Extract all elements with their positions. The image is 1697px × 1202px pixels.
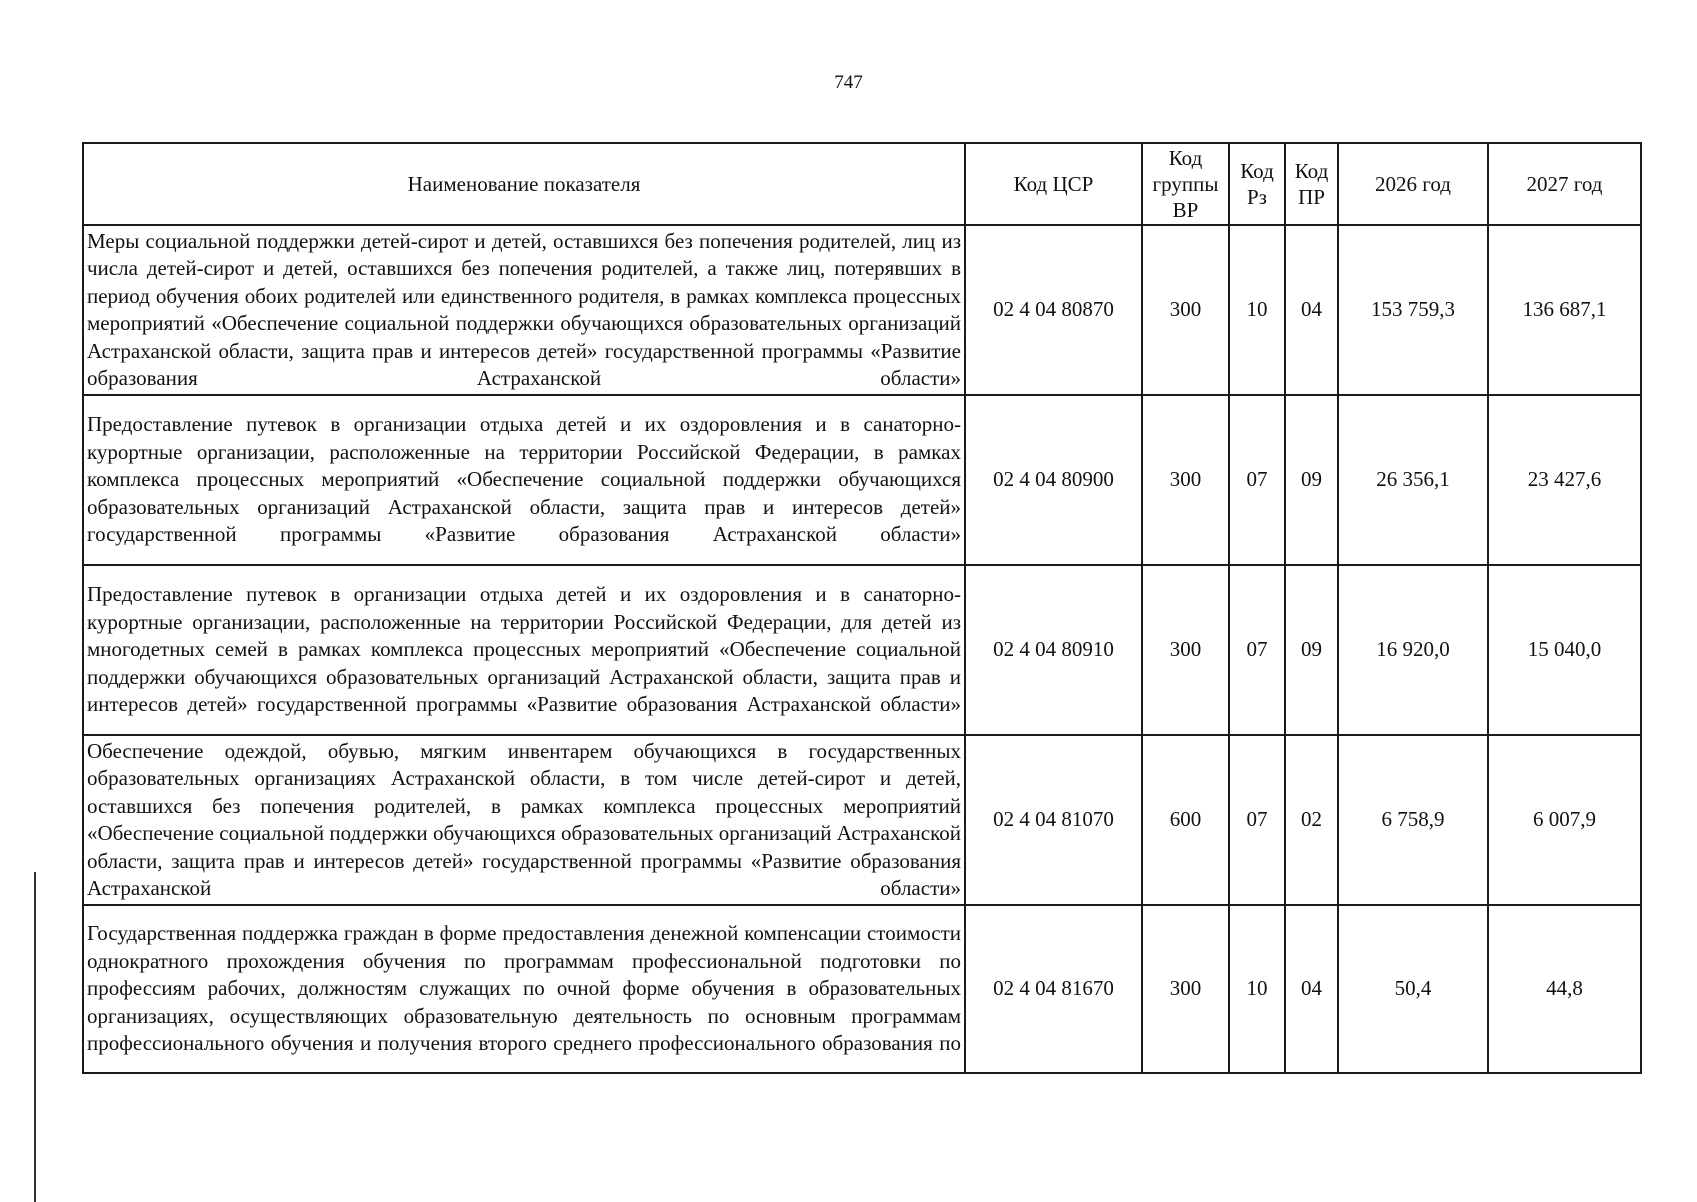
row-name: Предоставление путевок в организации отдыха детей и их оздоровления и в санаторно-курортные организации, расположенные на территории Российской Федерации, в рамках комплекса процессных мероприятий «Обеспечение социальной поддержки обучающихся образовательных организаций Астраханской области, защита прав и интересов детей» государственной программы «Развитие образования Астраханской области» <box>83 395 965 565</box>
header-rz <box>1229 143 1285 225</box>
row-2026: 16 920,0 <box>1338 565 1488 735</box>
row-2027: 23 427,6 <box>1488 395 1641 565</box>
header-pr-line2: ПР <box>1298 185 1325 209</box>
row-csr: 02 4 04 80870 <box>965 225 1142 395</box>
header-pr <box>1285 143 1338 225</box>
row-2027: 44,8 <box>1488 905 1641 1073</box>
row-2027: 6 007,9 <box>1488 735 1641 905</box>
header-rz-line1: Код <box>1240 159 1274 183</box>
row-vr: 300 <box>1142 225 1229 395</box>
header-pr-line1: Код <box>1294 159 1329 183</box>
row-pr: 04 <box>1285 905 1338 1073</box>
row-pr: 09 <box>1285 395 1338 565</box>
header-2027: 2027 год <box>1488 143 1641 225</box>
row-pr: 09 <box>1285 565 1338 735</box>
header-rz-line2: Рз <box>1247 185 1267 209</box>
header-vr-line2: группы <box>1152 172 1219 196</box>
row-pr: 02 <box>1285 735 1338 905</box>
row-rz: 07 <box>1229 565 1285 735</box>
row-csr: 02 4 04 81670 <box>965 905 1142 1073</box>
margin-line <box>34 872 36 1202</box>
table-row <box>83 565 1641 735</box>
header-csr: Код ЦСР <box>965 143 1142 225</box>
row-rz: 07 <box>1229 395 1285 565</box>
header-2026: 2026 год <box>1338 143 1488 225</box>
table-row <box>83 735 1641 905</box>
row-csr: 02 4 04 80900 <box>965 395 1142 565</box>
row-name: Меры социальной поддержки детей-сирот и детей, оставшихся без попечения родителей, лиц из числа детей-сирот и детей, оставшихся без попечения родителей, а также лиц, потерявших в период обучения обоих родителей или единственного родителя, в рамках комплекса процессных мероприятий «Обеспечение социальной поддержки обучающихся образовательных организаций Астраханской области, защита прав и интересов детей» государственной программы «Развитие образования Астраханской области» <box>83 225 965 395</box>
row-csr: 02 4 04 81070 <box>965 735 1142 905</box>
row-rz: 10 <box>1229 905 1285 1073</box>
row-name: Государственная поддержка граждан в форме предоставления денежной компенсации стоимости однократного прохождения обучения по программам профессиональной подготовки по профессиям рабочих, должностям служащих по очной форме обучения в образовательных организациях, осуществляющих образовательную деятельность по основным программам профессионального обучения и получения второго среднего профессионального образования по <box>83 905 965 1073</box>
header-vr-line1: Код <box>1168 146 1203 170</box>
row-2026: 153 759,3 <box>1338 225 1488 395</box>
row-pr: 04 <box>1285 225 1338 395</box>
row-name: Предоставление путевок в организации отдыха детей и их оздоровления и в санаторно-курортные организации, расположенные на территории Российской Федерации, для детей из многодетных семей в рамках комплекса процессных мероприятий «Обеспечение социальной поддержки обучающихся образовательных организаций Астраханской области, защита прав и интересов детей» государственной программы «Развитие образования Астраханской области» <box>83 565 965 735</box>
row-2026: 50,4 <box>1338 905 1488 1073</box>
table-row <box>83 905 1641 1073</box>
header-row <box>83 143 1641 225</box>
header-vr-line3: ВР <box>1172 198 1199 222</box>
row-name: Обеспечение одеждой, обувью, мягким инвентарем обучающихся в государственных образовательных организациях Астраханской области, в том числе детей-сирот и детей, оставшихся без попечения родителей, в рамках комплекса процессных мероприятий «Обеспечение социальной поддержки обучающихся образовательных организаций Астраханской области, защита прав и интересов детей» государственной программы «Развитие образования Астраханской области» <box>83 735 965 905</box>
row-rz: 07 <box>1229 735 1285 905</box>
row-vr: 300 <box>1142 395 1229 565</box>
header-name: Наименование показателя <box>83 143 965 225</box>
table-row <box>83 395 1641 565</box>
row-2026: 6 758,9 <box>1338 735 1488 905</box>
row-vr: 300 <box>1142 905 1229 1073</box>
row-rz: 10 <box>1229 225 1285 395</box>
row-2027: 15 040,0 <box>1488 565 1641 735</box>
table-row <box>83 225 1641 395</box>
budget-table <box>82 142 1642 1074</box>
row-csr: 02 4 04 80910 <box>965 565 1142 735</box>
row-2027: 136 687,1 <box>1488 225 1641 395</box>
row-2026: 26 356,1 <box>1338 395 1488 565</box>
page-number: 747 <box>834 72 863 93</box>
row-vr: 300 <box>1142 565 1229 735</box>
header-vr <box>1142 143 1229 225</box>
row-vr: 600 <box>1142 735 1229 905</box>
